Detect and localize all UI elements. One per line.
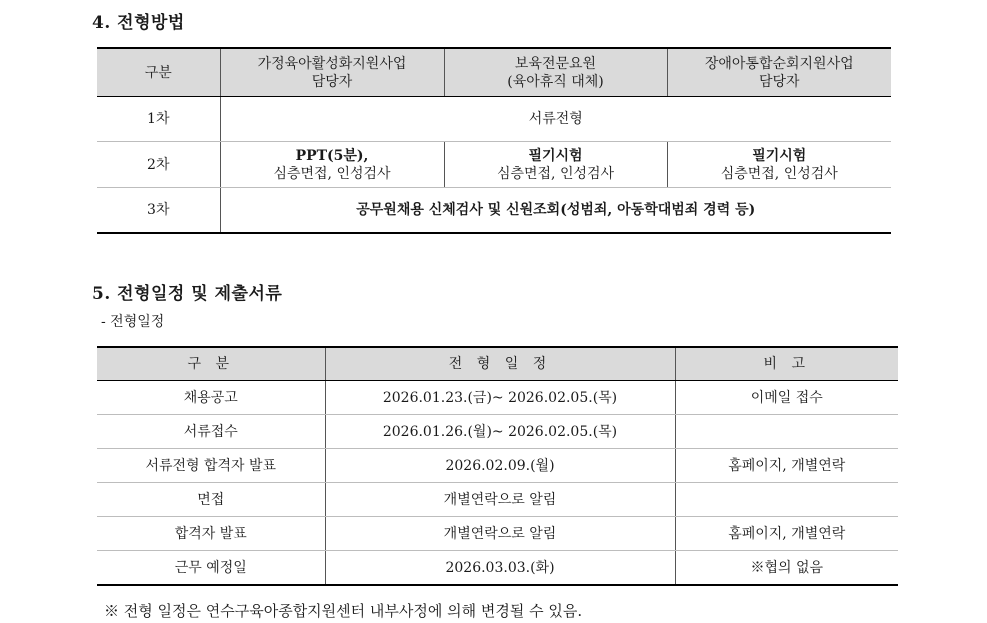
schedule-category: 서류접수: [97, 415, 325, 449]
schedule-remark: 이메일 접수: [675, 381, 898, 415]
table-header-row: [97, 347, 898, 381]
header-childcare-staff: 보육전문요원 (육아휴직 대체): [444, 48, 667, 97]
header-remarks: 비 고: [675, 347, 898, 381]
section-4-heading: 4. 전형방법: [92, 13, 185, 33]
stage-2-detail: 심층면접, 인성검사: [273, 165, 391, 182]
schedule-remark: 홈페이지, 개별연락: [675, 449, 898, 483]
schedule-remark: [675, 483, 898, 517]
table-row: [97, 483, 898, 517]
stage-2-disability: [667, 142, 891, 188]
table-row: [97, 449, 898, 483]
table-header-row: [97, 48, 891, 97]
table-row: [97, 551, 898, 586]
stage-label: 1차: [97, 97, 220, 142]
schedule-table: [97, 346, 898, 586]
stage-3-content: 공무원채용 신체검사 및 신원조회(성범죄, 아동학대범죄 경력 등): [220, 188, 891, 234]
selection-method-table: [97, 47, 891, 234]
stage-2-main: PPT(5분),: [295, 147, 369, 164]
section-5-heading: 5. 전형일정 및 제출서류: [92, 284, 283, 304]
schedule-date: 개별연락으로 알림: [325, 483, 675, 517]
schedule-date: 개별연락으로 알림: [325, 517, 675, 551]
stage-2-parenting: [220, 142, 444, 188]
table-row: [97, 188, 891, 234]
schedule-remark: [675, 415, 898, 449]
schedule-date: 2026.02.09.(월): [325, 449, 675, 483]
header-parenting-program: 가정육아활성화지원사업 담당자: [220, 48, 444, 97]
header-schedule: 전 형 일 정: [325, 347, 675, 381]
schedule-remark: 홈페이지, 개별연락: [675, 517, 898, 551]
table-row: [97, 517, 898, 551]
table-row: [97, 97, 891, 142]
schedule-date: 2026.01.26.(월)~ 2026.02.05.(목): [325, 415, 675, 449]
stage-label: 3차: [147, 202, 170, 218]
schedule-date: 2026.03.03.(화): [325, 551, 675, 586]
schedule-remark: ※협의 없음: [675, 551, 898, 586]
schedule-subheading: - 전형일정: [101, 314, 165, 330]
schedule-category: 면접: [97, 483, 325, 517]
table-row: [97, 142, 891, 188]
header-category: 구분: [97, 48, 220, 97]
stage-2-detail: 심층면접, 인성검사: [720, 165, 838, 182]
stage-2-main: 필기시험: [528, 147, 583, 164]
schedule-note: ※ 전형 일정은 연수구육아종합지원센터 내부사정에 의해 변경될 수 있음.: [104, 602, 583, 620]
schedule-date: 2026.01.23.(금)~ 2026.02.05.(목): [325, 381, 675, 415]
stage-1-content: 서류전형: [220, 97, 891, 142]
stage-label: 2차: [97, 142, 220, 188]
header-category: 구 분: [97, 347, 325, 381]
table-row: [97, 381, 898, 415]
stage-2-detail: 심층면접, 인성검사: [496, 165, 615, 182]
schedule-category: 근무 예정일: [174, 559, 247, 576]
stage-2-childcare: [444, 142, 667, 188]
schedule-category: 서류전형 합격자 발표: [97, 449, 325, 483]
header-disability-program: 장애아통합순회지원사업 담당자: [667, 48, 891, 97]
stage-2-main: 필기시험: [752, 147, 807, 164]
schedule-category: 합격자 발표: [97, 517, 325, 551]
table-row: [97, 415, 898, 449]
schedule-category: 채용공고: [97, 381, 325, 415]
